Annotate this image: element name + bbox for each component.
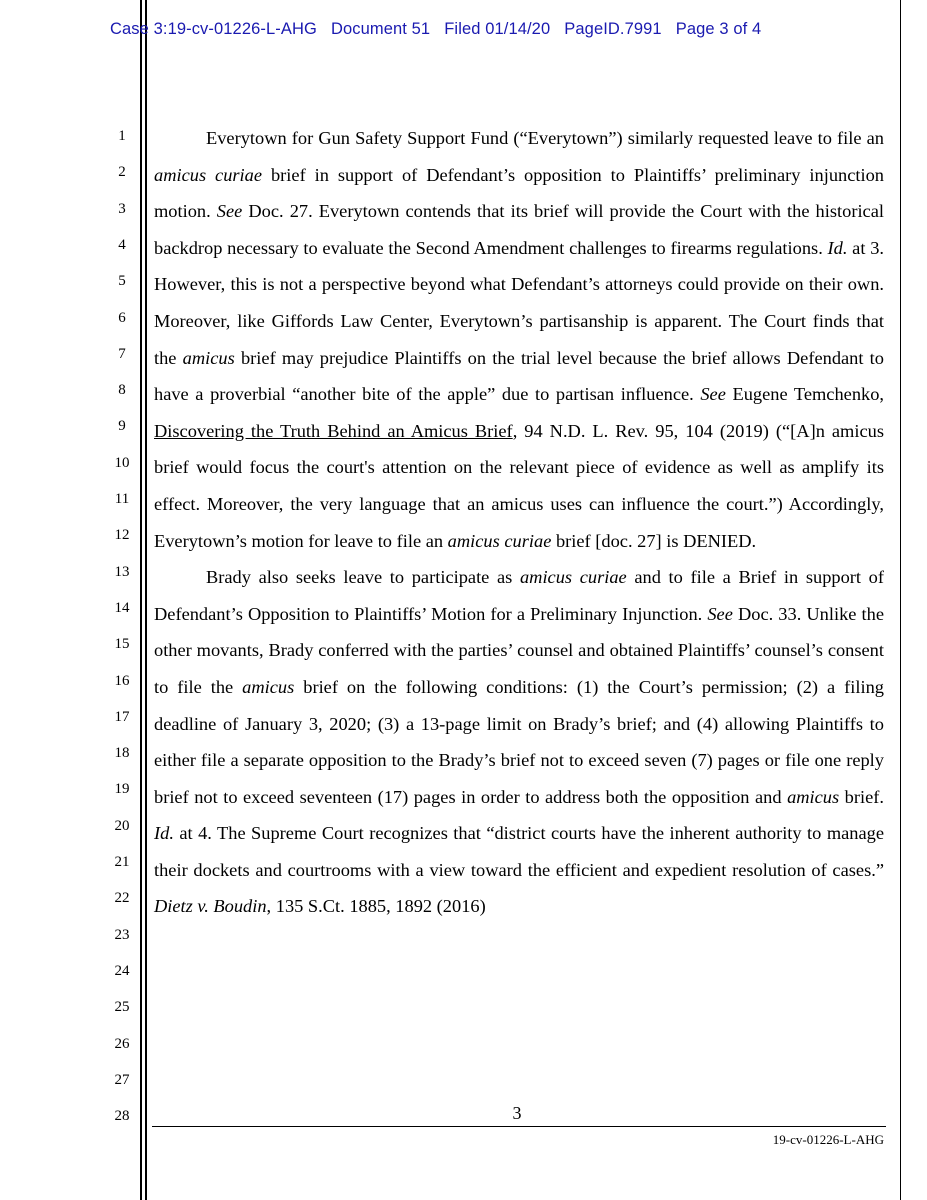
- text-run: Doc. 27. Everytown contends that its brief will provide the Court with the historical backdrop necessary to evaluate the Second Amendment challenges to firearms regulations.: [154, 201, 884, 258]
- line-number: 3: [118, 200, 126, 217]
- line-number: 14: [114, 599, 130, 616]
- line-number: 16: [114, 672, 130, 689]
- italic-text: amicus: [242, 676, 295, 697]
- text-run: Brady also seeks leave to participate as: [206, 567, 520, 588]
- underlined-citation: Discovering the Truth Behind an Amicus Brief: [154, 420, 513, 441]
- text-run: , 94 N.D. L. Rev. 95, 104 (2019) (“[A]n amicus brief would focus the court's attention on the relevant piece of evidence as well as amplify its effect. Moreover, the very language that an amicus uses can influence the court.”) Accordingly, Everytown’s motion for leave to file an: [154, 420, 884, 551]
- right-margin-rule: [900, 0, 901, 1200]
- italic-text: amicus curiae: [519, 567, 627, 588]
- left-margin-rule-inner: [145, 0, 147, 1200]
- line-number: 15: [114, 636, 130, 653]
- line-number: 12: [114, 527, 130, 544]
- text-run: , 135 S.Ct. 1885, 1892 (2016): [266, 896, 486, 917]
- footer-case-number: 19-cv-01226-L-AHG: [772, 1132, 884, 1147]
- line-number: 10: [114, 454, 130, 471]
- line-number: 1: [118, 128, 126, 144]
- line-number: 18: [114, 745, 130, 762]
- line-number: 23: [114, 926, 130, 943]
- italic-text: See: [216, 201, 243, 222]
- line-number: 2: [118, 164, 126, 181]
- italic-text: amicus: [787, 786, 840, 807]
- italic-text: amicus curiae: [447, 530, 552, 551]
- line-number: 7: [118, 345, 126, 362]
- line-number: 13: [114, 563, 130, 580]
- line-number: 21: [114, 854, 130, 870]
- italic-text: Id.: [827, 237, 848, 258]
- line-number: 24: [114, 962, 130, 979]
- text-run: brief in support of Defendant’s opposition to Plaintiffs’ preliminary injunction motion.: [154, 164, 884, 222]
- line-number: 6: [118, 309, 126, 326]
- document-body: [154, 120, 884, 925]
- page-number: 3: [512, 1103, 522, 1123]
- line-number: 8: [118, 382, 126, 399]
- line-number: 17: [114, 708, 130, 725]
- italic-text: See: [707, 603, 733, 624]
- text-run: brief on the following conditions: (1) the Court’s permission; (2) a filing deadline of January 3, 2020; (3) a 13-page limit on Brady’s brief; and (4) allowing Plaintiffs to either file a separate opposition to the Brady’s brief not to exceed seven (7) pages or file one reply brief not to exceed seventeen (17) pages in order to address both the opposition and: [154, 676, 884, 807]
- text-run: brief.: [839, 786, 884, 807]
- text-run: Doc. 33. Unlike the other movants, Brady conferred with the parties’ counsel and obtained Plaintiffs’ counsel’s consent to file the: [154, 603, 884, 697]
- line-number: 26: [114, 1035, 130, 1052]
- italic-text: See: [700, 384, 726, 405]
- line-number: 19: [114, 781, 130, 798]
- text-run: at 4. The Supreme Court recognizes that “district courts have the inherent authority to manage their dockets and courtrooms with a view toward the efficient and expedient resolution of cases.”: [154, 823, 884, 880]
- line-number: 5: [118, 273, 126, 290]
- filing-header-stamp: Case 3:19-cv-01226-L-AHG Document 51 Filed 01/14/20 PageID.7991 Page 3 of 4: [110, 20, 762, 38]
- line-number: 28: [114, 1108, 130, 1125]
- line-number: 4: [118, 236, 126, 253]
- italic-text: amicus: [182, 347, 235, 368]
- line-number: 20: [114, 817, 130, 834]
- line-number: 25: [114, 999, 130, 1016]
- italic-text: Dietz v. Boudin: [154, 896, 267, 917]
- text-run: Everytown for Gun Safety Support Fund (“Everytown”) similarly requested leave to file an: [206, 128, 884, 148]
- text-run: brief may prejudice Plaintiffs on the trial level because the brief allows Defendant to have a proverbial “another bite of the apple” due to partisan influence.: [154, 347, 884, 405]
- line-number: 9: [118, 418, 126, 435]
- line-number: 11: [114, 491, 130, 507]
- body-paragraph: [154, 120, 884, 559]
- italic-text: amicus curiae: [154, 164, 263, 185]
- body-paragraph: [154, 559, 884, 925]
- text-run: brief [doc. 27] is DENIED.: [551, 530, 757, 551]
- text-run: and to file a Brief in support of Defendant’s Opposition to Plaintiffs’ Motion for a Preliminary Injunction.: [154, 567, 884, 624]
- line-number: 27: [114, 1071, 130, 1088]
- footer-rule: [152, 1126, 886, 1127]
- text-run: Eugene Temchenko,: [725, 384, 884, 405]
- line-number: 22: [114, 890, 130, 907]
- text-run: at 3. However, this is not a perspective beyond what Defendant’s attorneys could provide on their own. Moreover, like Giffords Law Center, Everytown’s partisanship is apparent. The Court finds that the: [154, 237, 884, 368]
- italic-text: Id.: [154, 823, 174, 844]
